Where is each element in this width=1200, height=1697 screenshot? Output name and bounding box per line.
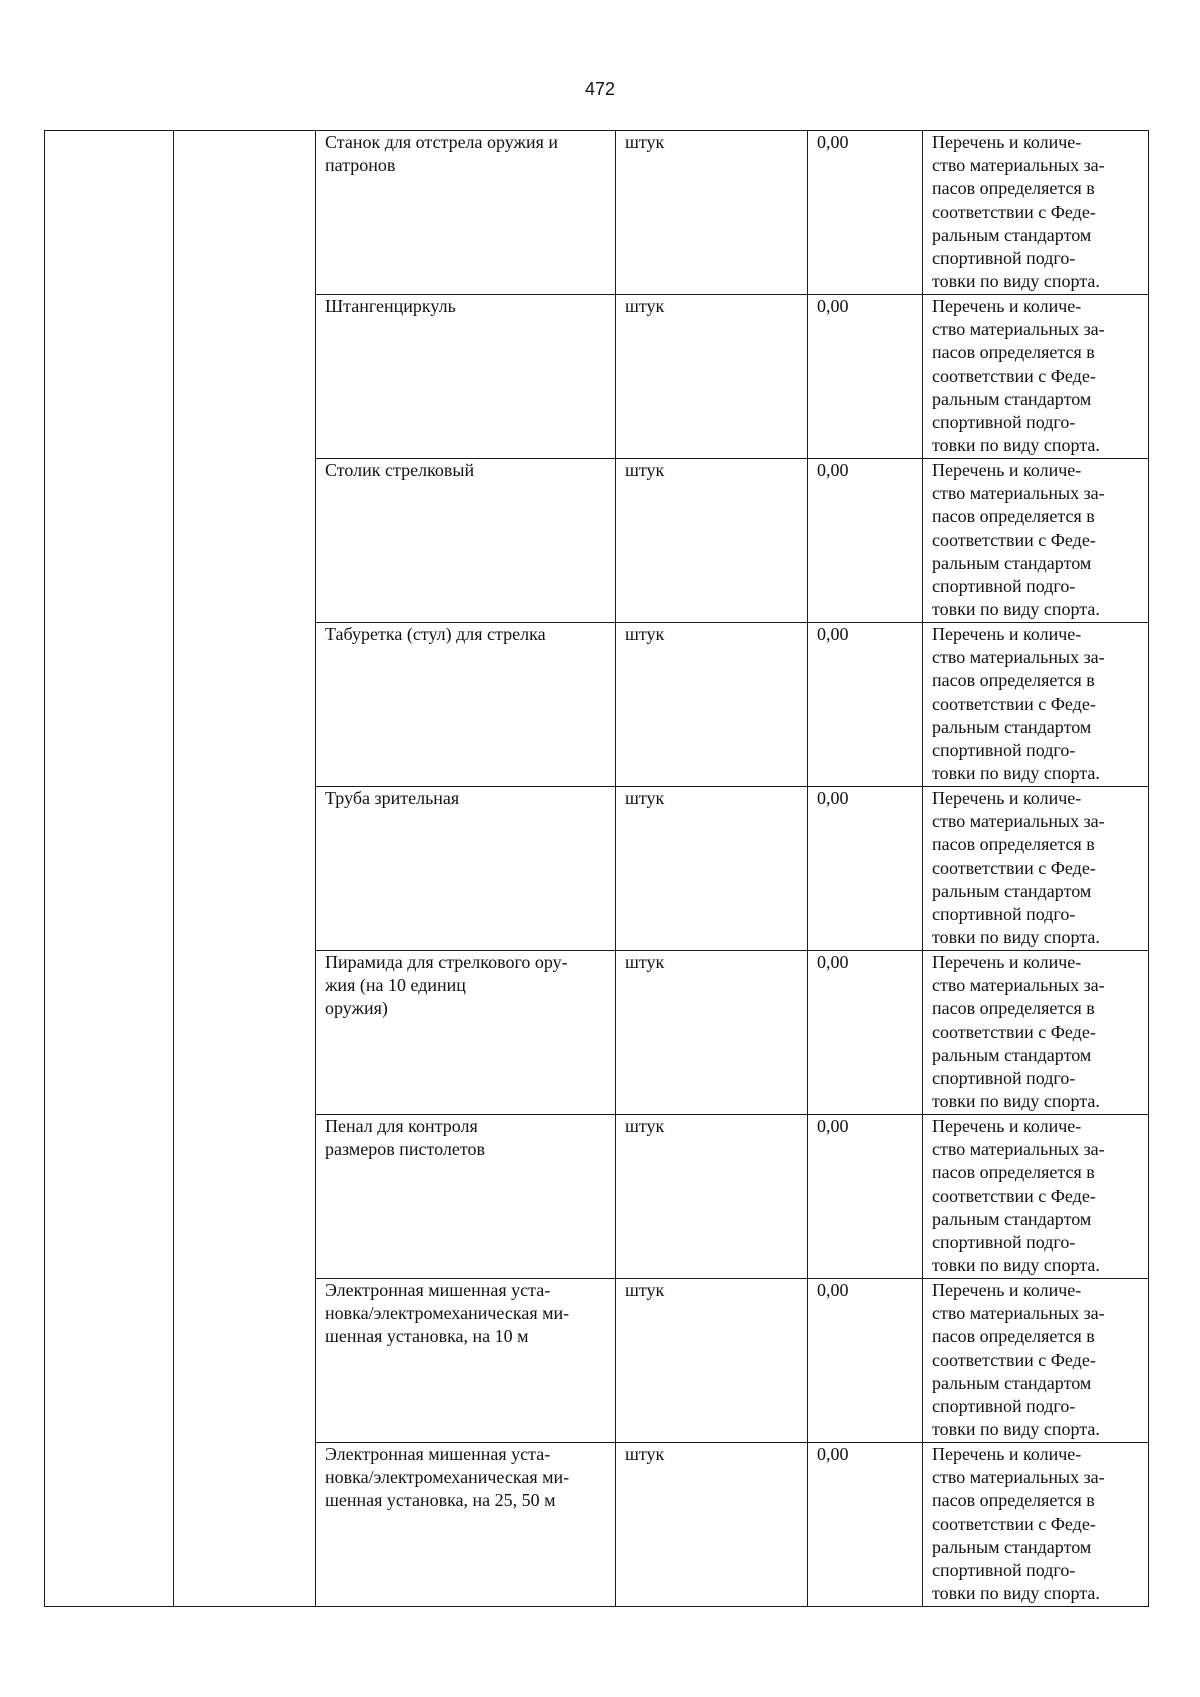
note-cell: Перечень и количе- ство материальных за- пасов определяется в соответствии с Феде- ральным стандартом спортивной подго- товки по виду спорта. (923, 1115, 1149, 1279)
quantity-cell: 0,00 (808, 951, 923, 1115)
unit-cell: штук (616, 951, 808, 1115)
item-name-cell: Станок для отстрела оружия и патронов (316, 131, 616, 295)
table-body (45, 131, 1149, 1607)
item-name-cell: Пирамида для стрелкового ору- жия (на 10 единиц оружия) (316, 951, 616, 1115)
quantity-cell: 0,00 (808, 1279, 923, 1443)
item-name-cell: Штангенциркуль (316, 295, 616, 459)
item-name-cell: Электронная мишенная уста- новка/электромеханическая ми- шенная установка, на 10 м (316, 1279, 616, 1443)
quantity-cell: 0,00 (808, 1115, 923, 1279)
item-name-cell: Пенал для контроля размеров пистолетов (316, 1115, 616, 1279)
item-name-cell: Электронная мишенная уста- новка/электромеханическая ми- шенная установка, на 25, 50 м (316, 1443, 616, 1607)
unit-cell: штук (616, 459, 808, 623)
note-cell: Перечень и количе- ство материальных за- пасов определяется в соответствии с Феде- ральным стандартом спортивной подго- товки по виду спорта. (923, 295, 1149, 459)
quantity-cell: 0,00 (808, 131, 923, 295)
quantity-cell: 0,00 (808, 459, 923, 623)
note-cell: Перечень и количе- ство материальных за- пасов определяется в соответствии с Феде- ральным стандартом спортивной подго- товки по виду спорта. (923, 459, 1149, 623)
unit-cell: штук (616, 1443, 808, 1607)
note-cell: Перечень и количе- ство материальных за- пасов определяется в соответствии с Феде- ральным стандартом спортивной подго- товки по виду спорта. (923, 787, 1149, 951)
item-name-cell: Столик стрелковый (316, 459, 616, 623)
table-row (45, 131, 1149, 295)
quantity-cell: 0,00 (808, 295, 923, 459)
unit-cell: штук (616, 131, 808, 295)
note-cell: Перечень и количе- ство материальных за- пасов определяется в соответствии с Феде- ральным стандартом спортивной подго- товки по виду спорта. (923, 1279, 1149, 1443)
empty-section-cell (174, 131, 316, 1607)
quantity-cell: 0,00 (808, 1443, 923, 1607)
item-name-cell: Табуретка (стул) для стрелка (316, 623, 616, 787)
unit-cell: штук (616, 787, 808, 951)
quantity-cell: 0,00 (808, 623, 923, 787)
page-number: 472 (584, 79, 616, 99)
empty-group-cell (45, 131, 174, 1607)
unit-cell: штук (616, 1279, 808, 1443)
note-cell: Перечень и количе- ство материальных за- пасов определяется в соответствии с Феде- ральным стандартом спортивной подго- товки по виду спорта. (923, 1443, 1149, 1607)
unit-cell: штук (616, 295, 808, 459)
note-cell: Перечень и количе- ство материальных за- пасов определяется в соответствии с Феде- ральным стандартом спортивной подго- товки по виду спорта. (923, 623, 1149, 787)
item-name-cell: Труба зрительная (316, 787, 616, 951)
quantity-cell: 0,00 (808, 787, 923, 951)
unit-cell: штук (616, 623, 808, 787)
note-cell: Перечень и количе- ство материальных за- пасов определяется в соответствии с Феде- ральным стандартом спортивной подго- товки по виду спорта. (923, 951, 1149, 1115)
note-cell: Перечень и количе- ство материальных за- пасов определяется в соответствии с Феде- ральным стандартом спортивной подго- товки по виду спорта. (923, 131, 1149, 295)
unit-cell: штук (616, 1115, 808, 1279)
inventory-table (44, 130, 1149, 1607)
